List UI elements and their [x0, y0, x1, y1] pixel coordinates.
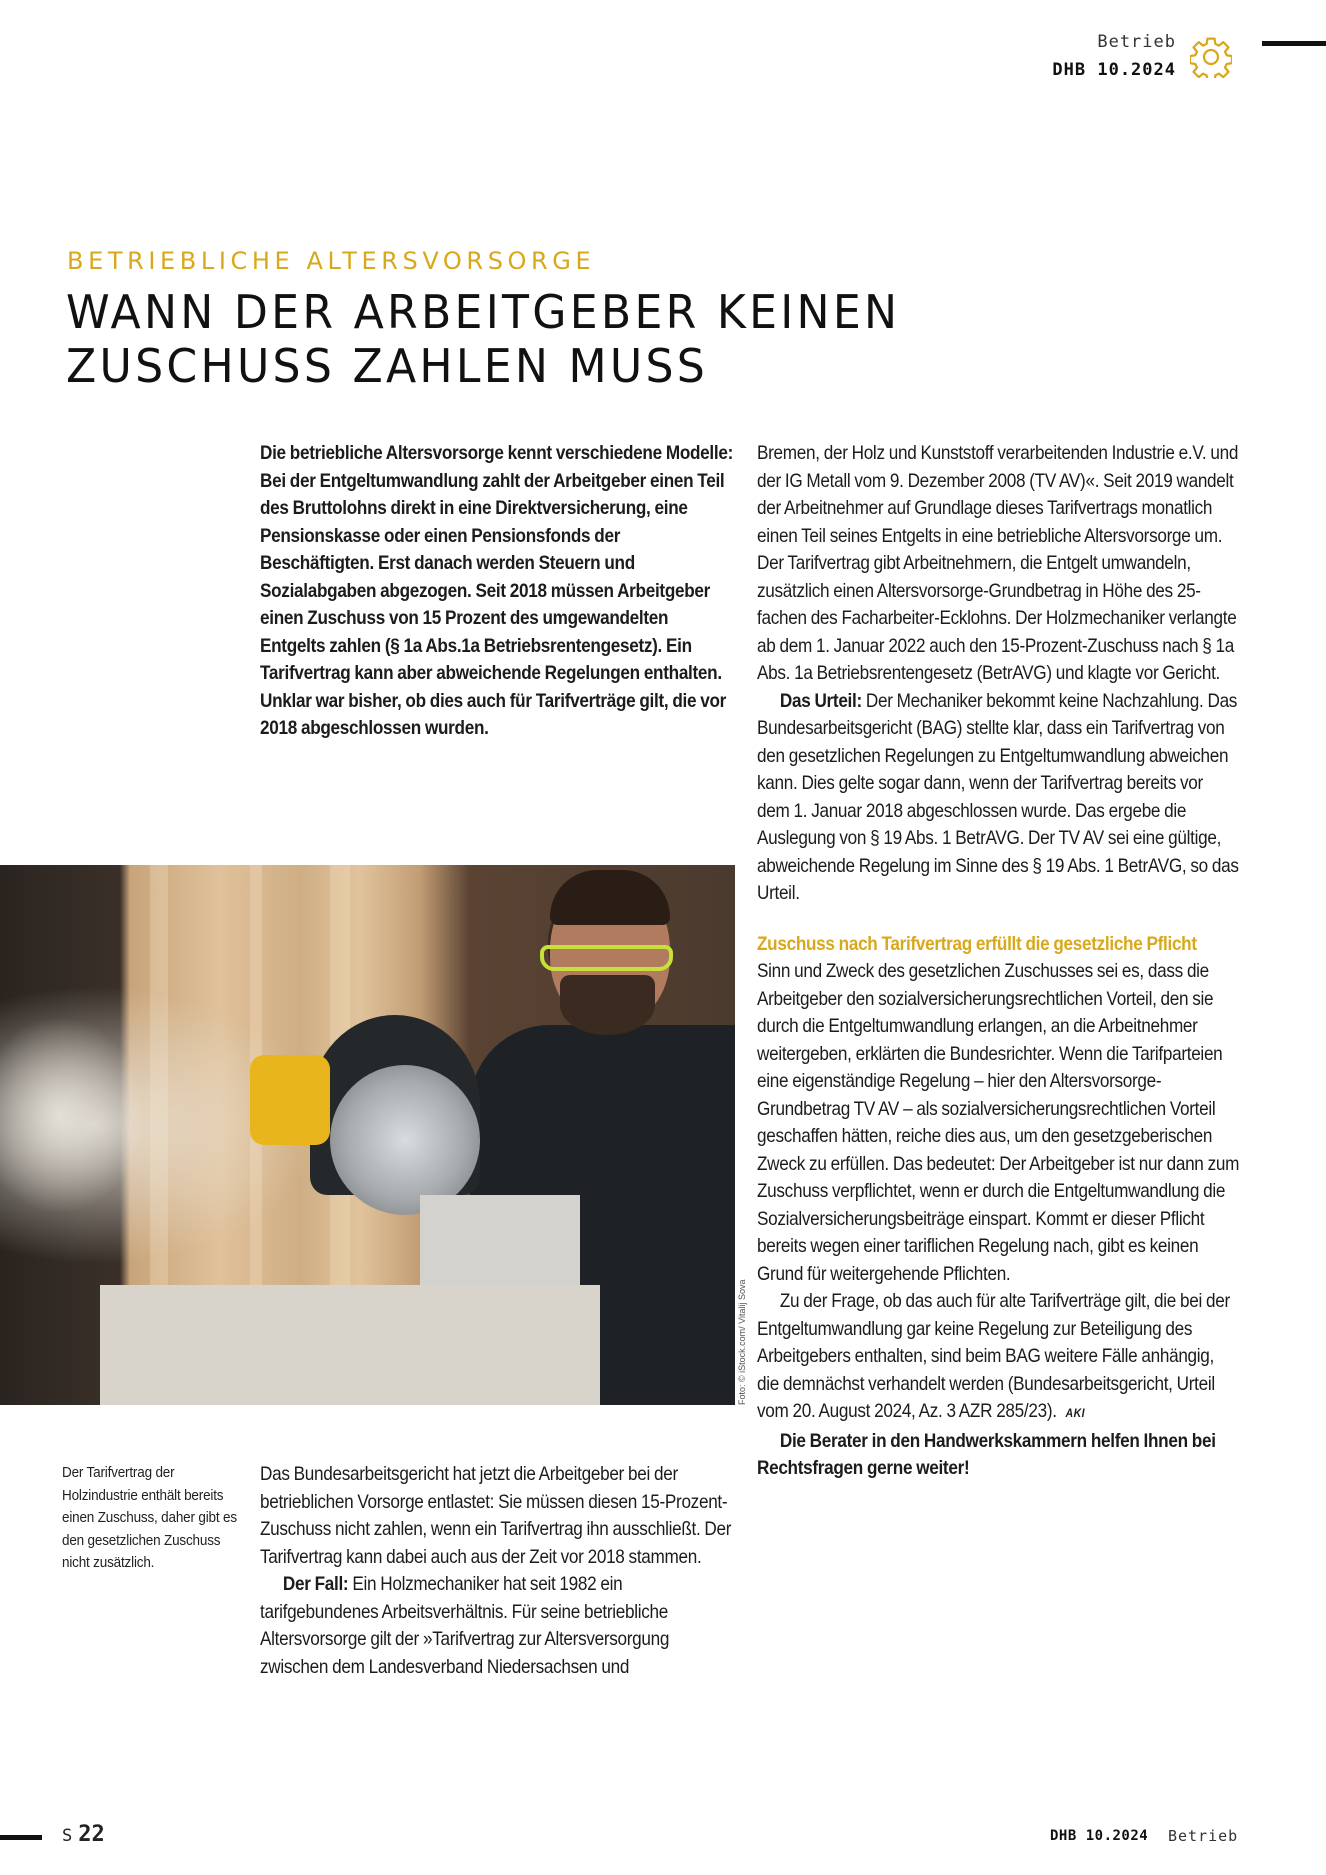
article-photo: [0, 865, 735, 1405]
lead-paragraph: Die betriebliche Altersvorsorge kennt verschiedene Modelle: Bei der Entgeltumwandlung zahlt der Arbeitgeber einen Teil des Bruttolohns direkt in eine Direktversicherung, eine Pensionskasse oder einen Pensionsfonds der Beschäftigten. Erst danach werden Steuern und Sozialabgaben abgezogen. Seit 2018 müssen Arbeitgeber einen Zuschuss von 15 Prozent des umgewandelten Entgelts zahlen (§ 1a Abs.1a Betriebsrentengesetz). Ein Tarifvertrag kann aber abweichende Regelungen enthalten. Unklar war bisher, ob dies auch für Tarifverträge gilt, die vor 2018 abgeschlossen wurden.: [260, 442, 733, 739]
footer-issue-label: DHB 10.2024: [1050, 1828, 1149, 1844]
case-label: Der Fall:: [282, 1573, 349, 1595]
article-headline: [66, 285, 900, 393]
closing-note: Die Berater in den Handwerkskammern helfen Ihnen bei Rechtsfragen gerne weiter!: [757, 1429, 1216, 1479]
case-paragraph: [260, 1571, 737, 1681]
headline-line-2: ZUSCHUSS ZAHLEN MUSS: [66, 339, 709, 393]
article-column-right: [757, 440, 1239, 1483]
photo-caption: Der Tarifvertrag der Holzindustrie enthält bereits einen Zuschuss, daher gibt es den gesetzlichen Zuschuss nicht zusätzlich.: [62, 1464, 237, 1571]
verdict-text: Der Mechaniker bekommt keine Nachzahlung. Das Bundesarbeitsgericht (BAG) stellte klar, dass ein Tarifvertrag von den gesetzlichen Regelungen zu Entgeltumwandlung abweichen kann. Dies gelte sogar dann, wenn der Tarifvertrag bereits vor dem 1. Januar 2018 abgeschlossen wurde. Das ergebe die Auslegung von § 19 Abs. 1 BetrAVG. Der TV AV sei eine gültige, abweichende Regelung im Sinne des § 19 Abs. 1 BetrAVG, so das Urteil.: [757, 689, 1239, 904]
photo-credit: Foto: © iStock.com/ Vitalij Sova: [737, 1279, 747, 1405]
section2-paragraph-2: [757, 1288, 1239, 1428]
footer-section-label: Betrieb: [1168, 1827, 1239, 1845]
article-column-left: [260, 1461, 737, 1681]
footer-rule: [0, 1835, 42, 1840]
header-section-label: Betrieb: [1097, 32, 1176, 52]
section2-paragraph-1: Sinn und Zweck des gesetzlichen Zuschusses sei es, dass die Arbeitgeber den sozialversicherungsrechtlichen Vorteil, den sie durch die Entgeltumwandlung erlangen, an die Arbeitnehmer weitergeben, erklärten die Bundesrichter. Wenn die Tarifparteien eine eigenständige Regelung – hier den Altersvorsorge-Grundbetrag TV AV – als sozialversicherungsrechtlichen Vorteil geschaffen hätten, reiche dies aus, um den gesetzgeberischen Zweck zu erfüllen. Das bedeutet: Der Arbeitgeber ist nur dann zum Zuschuss verpflichtet, wenn er durch die Entgeltumwandlung die Sozialversicherungsbeiträge einspart. Kommt er dieser Pflicht bereits wegen einer tariflichen Regelung nach, gibt es keinen Grund für weitergehende Pflichten.: [757, 960, 1240, 1285]
gear-icon: [1190, 36, 1232, 78]
case-continuation: Bremen, der Holz und Kunststoff verarbeitenden Industrie e.V. und der IG Metall vom 9. Dezember 2008 (TV AV)«. Seit 2019 wandelt der Arbeitnehmer auf Grundlage dieses Tarifvertrags monatlich einen Teil seines Entgelts in eine betriebliche Altersvorsorge um. Der Tarifvertrag gibt Arbeitnehmern, die Entgelt umwandeln, zusätzlich einen Altersvorsorge-Grundbetrag in Höhe des 25-fachen des Facharbeiter-Ecklohns. Der Holzmechaniker verlangte ab dem 1. Januar 2022 auch den 15-Prozent-Zuschuss nach § 1a Abs. 1a Betriebsrentengesetz (BetrAVG) und klagte vor Gericht.: [757, 442, 1239, 684]
verdict-paragraph: [757, 688, 1239, 908]
author-signature: AKI: [1065, 1406, 1086, 1420]
section-subheading: Zuschuss nach Tarifvertrag erfüllt die gesetzliche Pflicht: [757, 932, 1197, 955]
page-number: [62, 1822, 105, 1847]
verdict-label: Das Urteil:: [779, 689, 862, 712]
article-kicker: BETRIEBLICHE ALTERSVORSORGE: [67, 247, 596, 275]
section2-paragraph-2-text: Zu der Frage, ob das auch für alte Tarifverträge gilt, die bei der Entgeltumwandlung gar keine Regelung zur Beteiligung des Arbeitgebers enthalten, sind beim BAG weitere Fälle anhängig, die demnächst verhandelt werden (Bundesarbeitsgericht, Urteil vom 20. August 2024, Az. 3 AZR 285/23).: [757, 1290, 1230, 1422]
case-text: Ein Holzmechaniker hat seit 1982 ein tarifgebundenes Arbeitsverhältnis. Für seine betriebliche Altersvorsorge gilt der »Tarifvertrag zur Altersversorgung zwischen dem Landesverband Niedersachsen und: [260, 1573, 670, 1678]
article-lead: [260, 440, 737, 743]
page-number-value: 22: [78, 1822, 105, 1847]
intro-paragraph: Das Bundesarbeitsgericht hat jetzt die Arbeitgeber bei der betrieblichen Vorsorge entlastet: Sie müssen diesen 15-Prozent-Zuschuss nicht zahlen, wenn ein Tarifvertrag ihn ausschließt. Der Tarifvertrag kann dabei auch aus der Zeit vor 2018 stammen.: [260, 1463, 732, 1568]
header-rule: [1262, 41, 1326, 46]
headline-line-1: WANN DER ARBEITGEBER KEINEN: [66, 285, 901, 339]
page-prefix: S: [62, 1826, 73, 1846]
header-issue-label: DHB 10.2024: [1052, 60, 1176, 80]
